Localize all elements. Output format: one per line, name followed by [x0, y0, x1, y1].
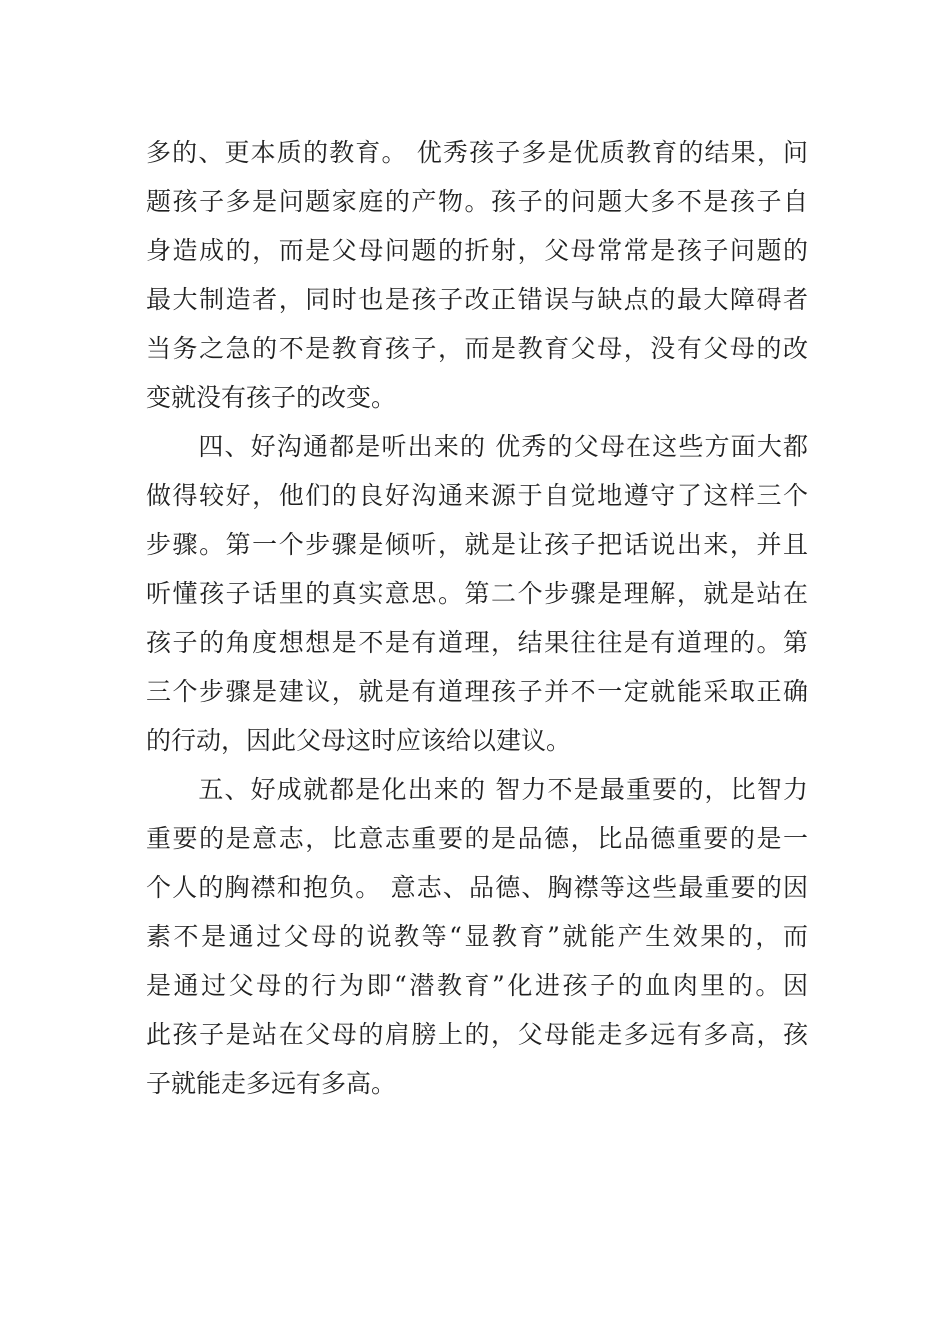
text-line: 多的、更本质的教育。 优秀孩子多是优质教育的结果，问 — [146, 138, 808, 167]
text-line: 身造成的，而是父母问题的折射，父母常常是孩子问题的 — [146, 236, 808, 265]
text-line: 素不是通过父母的说教等“显教育”就能产生效果的，而 — [146, 922, 808, 951]
text-line: 步骤。第一个步骤是倾听，就是让孩子把话说出来，并且 — [146, 530, 808, 559]
text-line: 子就能走多远有多高。 — [146, 1069, 397, 1098]
text-line: 是通过父母的行为即“潜教育”化进孩子的血肉里的。因 — [146, 971, 808, 1000]
text-line: 题孩子多是问题家庭的产物。孩子的问题大多不是孩子自 — [146, 187, 808, 216]
text-line: 做得较好，他们的良好沟通来源于自觉地遵守了这样三个 — [146, 481, 808, 510]
paragraph-2 — [146, 422, 808, 765]
text-line: 听懂孩子话里的真实意思。第二个步骤是理解，就是站在 — [146, 579, 808, 608]
text-line: 当务之急的不是教育孩子，而是教育父母，没有父母的改 — [146, 334, 808, 363]
text-line: 的行动，因此父母这时应该给以建议。 — [146, 726, 572, 755]
text-line: 个人的胸襟和抱负。 意志、品德、胸襟等这些最重要的因 — [146, 873, 808, 902]
text-line: 最大制造者，同时也是孩子改正错误与缺点的最大障碍者 — [146, 285, 808, 314]
text-line: 四、好沟通都是听出来的 优秀的父母在这些方面大都 — [146, 432, 808, 461]
text-line: 三个步骤是建议，就是有道理孩子并不一定就能采取正确 — [146, 677, 808, 706]
text-line: 此孩子是站在父母的肩膀上的，父母能走多远有多高，孩 — [146, 1020, 808, 1049]
text-line: 变就没有孩子的改变。 — [146, 383, 397, 412]
paragraph-3 — [146, 765, 808, 1108]
document-body — [146, 128, 808, 1108]
text-line: 五、好成就都是化出来的 智力不是最重要的，比智力 — [146, 775, 808, 804]
text-line: 孩子的角度想想是不是有道理，结果往往是有道理的。第 — [146, 628, 808, 657]
text-line: 重要的是意志，比意志重要的是品德，比品德重要的是一 — [146, 824, 808, 853]
paragraph-1 — [146, 128, 808, 422]
